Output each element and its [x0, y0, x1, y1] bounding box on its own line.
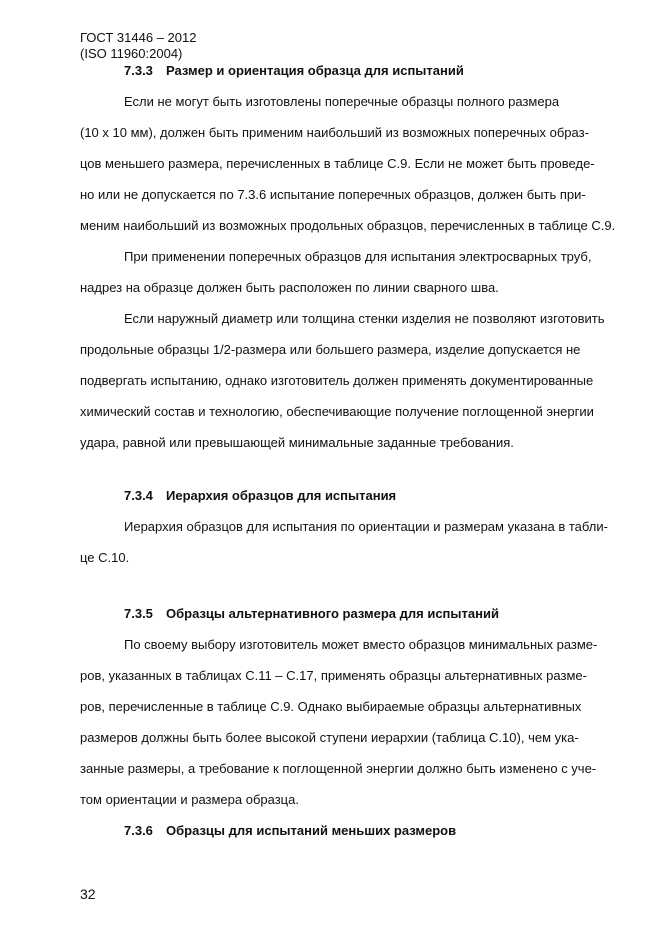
paragraph-line: надрез на образце должен быть расположен по линии сварного шва.	[80, 280, 499, 295]
paragraph-line: ров, указанных в таблицах C.11 – C.17, применять образцы альтернативных разме-	[80, 668, 587, 683]
paragraph-line: Если не могут быть изготовлены поперечные образцы полного размера	[124, 94, 560, 109]
section-number: 7.3.5	[124, 606, 153, 621]
section-spacer	[80, 578, 635, 603]
paragraph-line: (10 х 10 мм), должен быть применим наибольший из возможных поперечных образ-	[80, 125, 589, 140]
paragraph-line: том ориентации и размера образца.	[80, 792, 299, 807]
section-heading-7-3-4	[80, 485, 635, 516]
section-number: 7.3.6	[124, 823, 153, 838]
section-title: Образцы для испытаний меньших размеров	[166, 823, 457, 838]
paragraph-line: продольные образцы 1/2-размера или большего размера, изделие допускается не	[80, 342, 581, 357]
iso-reference: (ISO 11960:2004)	[80, 46, 183, 61]
standard-designation: ГОСТ 31446 – 2012	[80, 30, 197, 45]
paragraph-line: ров, перечисленные в таблице C.9. Однако выбираемые образцы альтернативных	[80, 699, 582, 714]
paragraph-line: цов меньшего размера, перечисленных в таблице C.9. Если не может быть проведе-	[80, 156, 595, 171]
section-spacer	[80, 463, 635, 485]
paragraph-line: химический состав и технологию, обеспечивающие получение поглощенной энергии	[80, 404, 594, 419]
document-header	[80, 30, 196, 62]
paragraph-line: це C.10.	[80, 550, 130, 565]
paragraph-line: подвергать испытанию, однако изготовитель должен применять документированные	[80, 373, 594, 388]
paragraph-line: Иерархия образцов для испытания по ориентации и размерам указана в табли-	[124, 519, 608, 534]
section-number: 7.3.3	[124, 63, 153, 78]
section-title: Размер и ориентация образца для испытаний	[166, 63, 464, 78]
section-heading-7-3-3	[80, 60, 635, 91]
paragraph-line: По своему выбору изготовитель может вместо образцов минимальных разме-	[124, 637, 598, 652]
paragraph-line: но или не допускается по 7.3.6 испытание поперечных образцов, должен быть при-	[80, 187, 586, 202]
paragraph-line: занные размеры, а требование к поглощенной энергии должно быть изменено с уче-	[80, 761, 597, 776]
section-title: Образцы альтернативного размера для испытаний	[166, 606, 499, 621]
paragraph-line: размеров должны быть более высокой ступени иерархии (таблица C.10), чем ука-	[80, 730, 579, 745]
paragraph-line: меним наибольший из возможных продольных образцов, перечисленных в таблице C.9.	[80, 218, 616, 233]
section-number: 7.3.4	[124, 488, 153, 503]
paragraph-line: Если наружный диаметр или толщина стенки изделия не позволяют изготовить	[124, 311, 605, 326]
paragraph-line: При применении поперечных образцов для испытания электросварных труб,	[124, 249, 592, 264]
section-title: Иерархия образцов для испытания	[166, 488, 397, 503]
section-heading-7-3-6	[80, 820, 635, 851]
paragraph-line: удара, равной или превышающей минимальные заданные требования.	[80, 435, 514, 450]
page-number: 32	[80, 886, 96, 902]
document-body	[80, 60, 635, 851]
section-heading-7-3-5	[80, 603, 635, 634]
